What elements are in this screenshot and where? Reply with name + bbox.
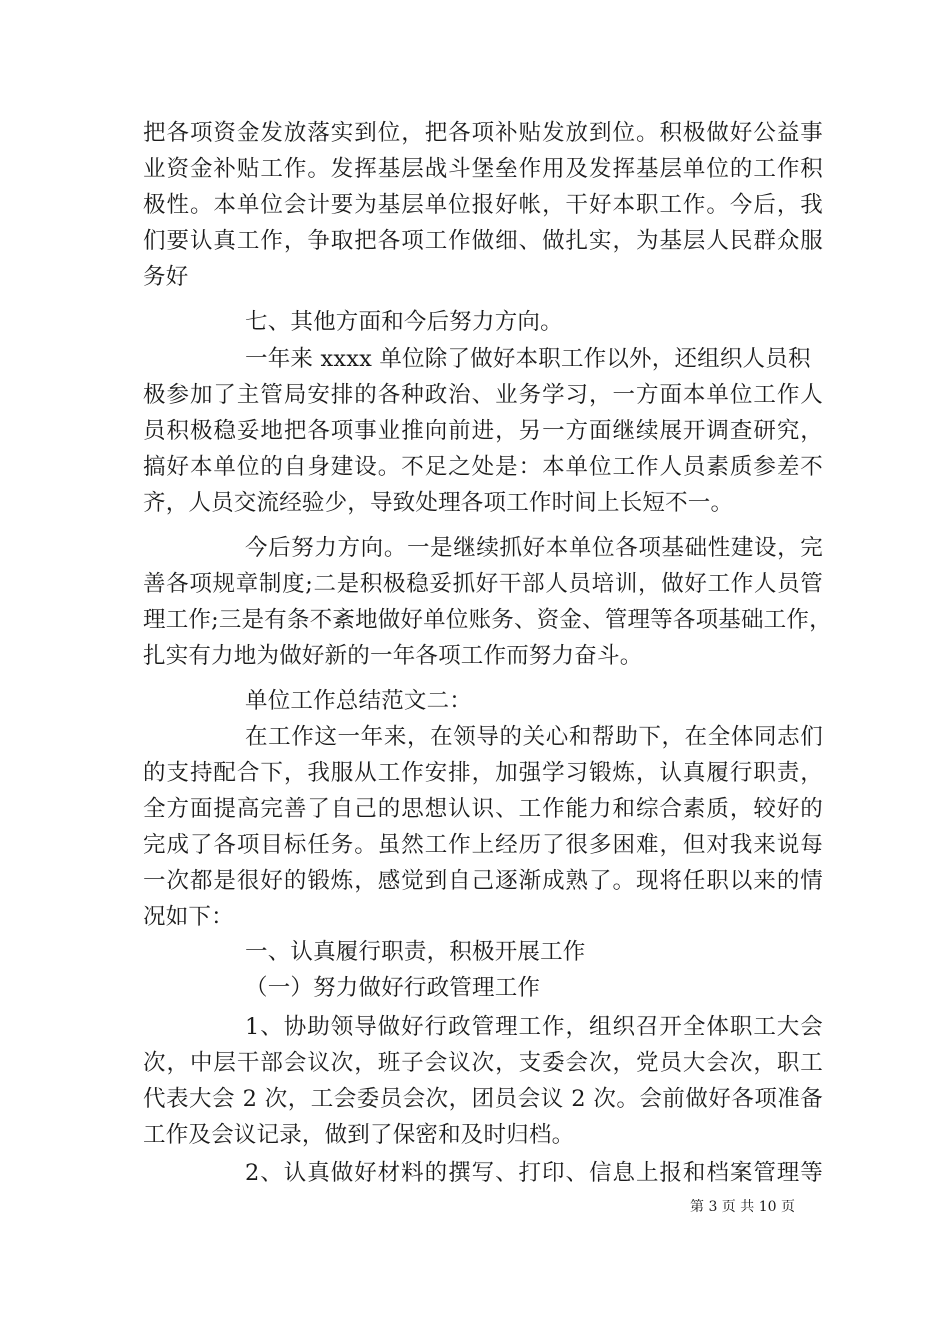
- body-line: 极参加了主管局安排的各种政治、业务学习，一方面本单位工作人: [143, 382, 823, 408]
- body-line: 今后努力方向。一是继续抓好本单位各项基础性建设，完: [245, 535, 823, 561]
- body-line: 全方面提高完善了自己的思想认识、工作能力和综合素质，较好的: [143, 796, 823, 822]
- body-line: 善各项规章制度;二是积极稳妥抓好干部人员培训，做好工作人员管: [143, 571, 823, 597]
- body-line: 员积极稳妥地把各项事业推向前进，另一方面继续展开调查研究，: [143, 418, 823, 444]
- body-line: 一次都是很好的锻炼，感觉到自己逐渐成熟了。现将任职以来的情: [143, 868, 823, 894]
- page-number: 第 3 页 共 10 页: [690, 1199, 795, 1215]
- body-line: 业资金补贴工作。发挥基层战斗堡垒作用及发挥基层单位的工作积: [143, 156, 823, 182]
- body-line: 次，中层干部会议次，班子会议次，支委会次，党员大会次，职工: [143, 1050, 823, 1076]
- body-line: 扎实有力地为做好新的一年各项工作而努力奋斗。: [143, 643, 643, 669]
- body-line: 1、协助领导做好行政管理工作，组织召开全体职工大会: [245, 1014, 823, 1040]
- body-line: 完成了各项目标任务。虽然工作上经历了很多困难，但对我来说每: [143, 832, 823, 858]
- section-heading: 七、其他方面和今后努力方向。: [245, 309, 563, 335]
- body-line: 理工作;三是有条不紊地做好单位账务、资金、管理等各项基础工作，: [143, 607, 832, 633]
- body-line: 况如下：: [143, 904, 234, 930]
- body-line: 代表大会 2 次，工会委员会次，团员会议 2 次。会前做好各项准备: [143, 1086, 823, 1112]
- body-line: 齐，人员交流经验少，导致处理各项工作时间上长短不一。: [143, 490, 734, 516]
- body-line: 搞好本单位的自身建设。不足之处是：本单位工作人员素质参差不: [143, 454, 823, 480]
- section-heading: 单位工作总结范文二：: [245, 688, 473, 714]
- body-line: 2、认真做好材料的撰写、打印、信息上报和档案管理等: [245, 1160, 823, 1186]
- body-line: 一年来 xxxx 单位除了做好本职工作以外，还组织人员积: [245, 346, 811, 372]
- body-line: 们要认真工作，争取把各项工作做细、做扎实，为基层人民群众服: [143, 228, 823, 254]
- body-line: 极性。本单位会计要为基层单位报好帐，干好本职工作。今后，我: [143, 192, 823, 218]
- section-heading: 一、认真履行职责，积极开展工作: [245, 939, 586, 965]
- body-line: 工作及会议记录，做到了保密和及时归档。: [143, 1122, 575, 1148]
- body-line: 的支持配合下，我服从工作安排，加强学习锻炼，认真履行职责，: [143, 760, 823, 786]
- subsection-heading: （一）努力做好行政管理工作: [245, 975, 541, 1001]
- body-line: 把各项资金发放落实到位，把各项补贴发放到位。积极做好公益事: [143, 120, 823, 146]
- body-line: 在工作这一年来，在领导的关心和帮助下，在全体同志们: [245, 724, 823, 750]
- body-line: 务好: [143, 264, 189, 290]
